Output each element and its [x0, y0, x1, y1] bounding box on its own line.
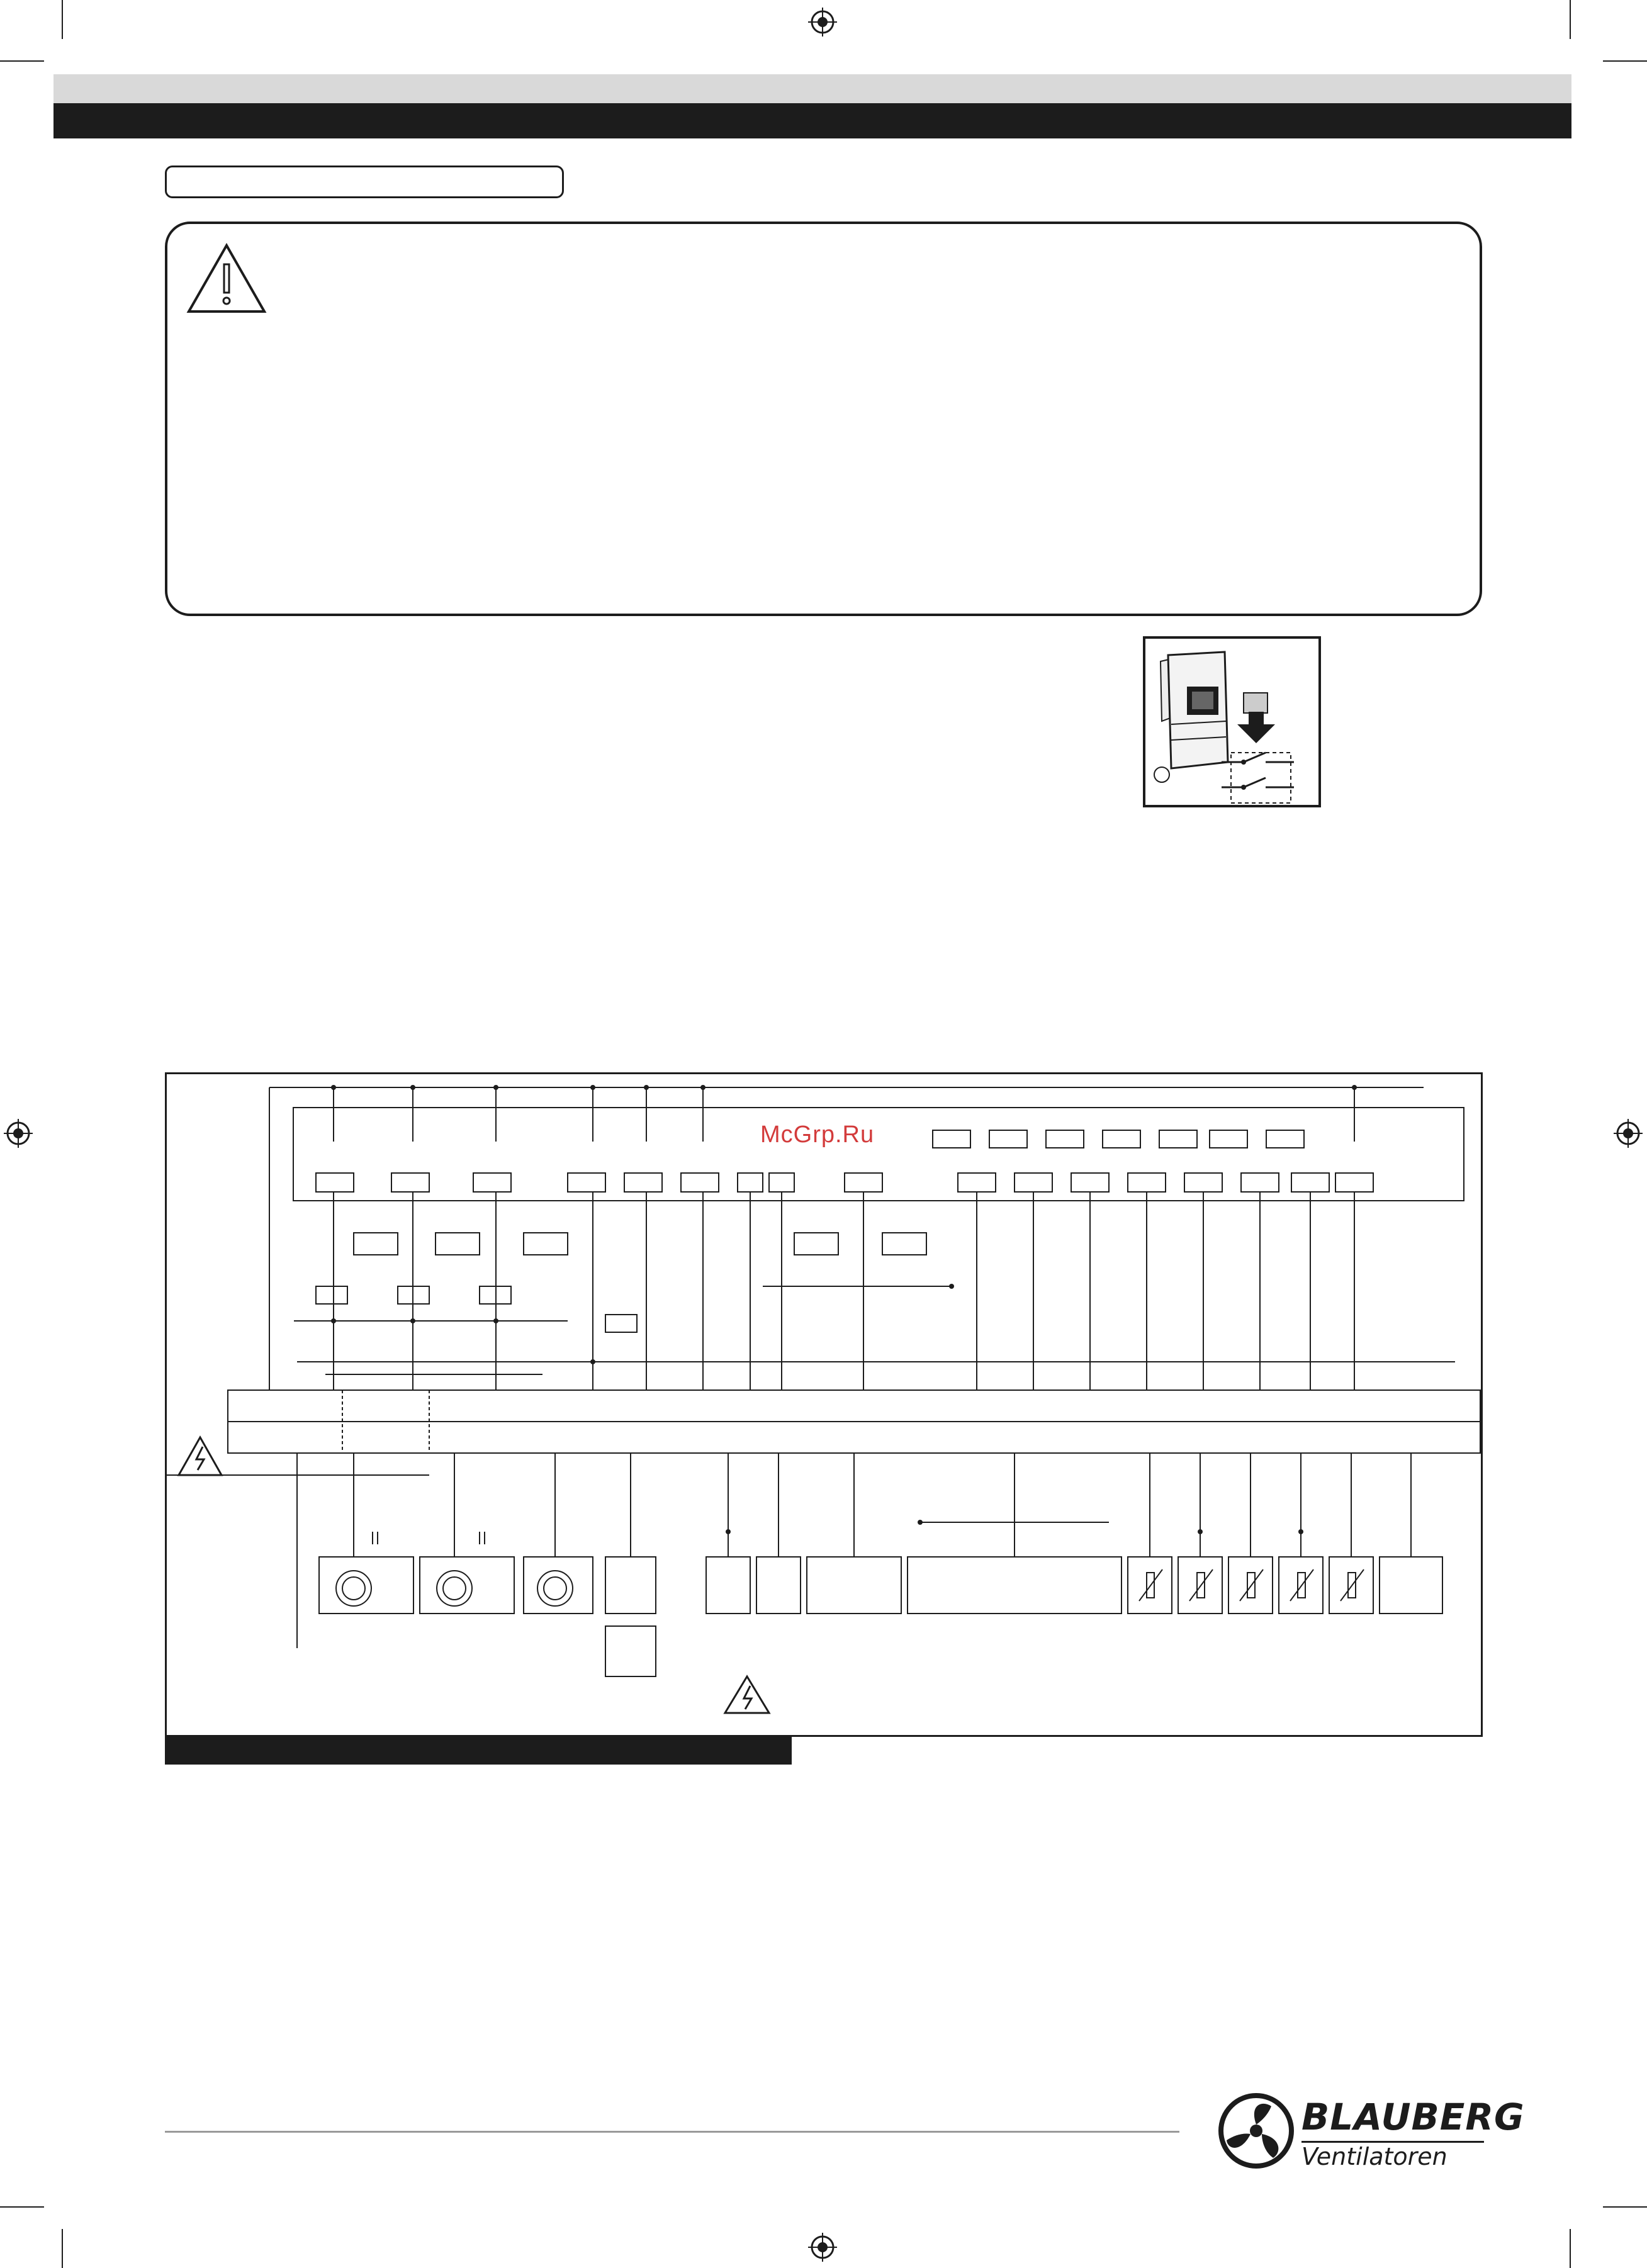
brand-name: BLAUBERG: [1301, 2096, 1525, 2138]
diagram-caption-bar: [165, 1736, 792, 1765]
header-bar: [53, 103, 1571, 138]
crop-mark: [62, 0, 63, 39]
crop-mark: [62, 2229, 63, 2268]
crop-mark: [1570, 0, 1571, 39]
warning-triangle-icon: [186, 242, 267, 315]
crop-mark: [1570, 2229, 1571, 2268]
watermark: McGrp.Ru: [760, 1121, 875, 1148]
header-band: [53, 74, 1571, 103]
registration-mark-icon: [807, 6, 838, 38]
registration-mark-icon: [3, 1118, 34, 1149]
footer-rule: [165, 2131, 1179, 2133]
electric-hazard-icon: [725, 1676, 769, 1713]
device-illustration: [1143, 636, 1321, 807]
section-label-box: [165, 166, 564, 198]
electric-hazard-icon: [179, 1437, 222, 1475]
wiring-diagram: [165, 1072, 1483, 1737]
warning-box: [165, 222, 1482, 616]
crop-mark: [0, 60, 44, 62]
brand-subtitle: Ventilatoren: [1301, 2143, 1447, 2170]
crop-mark: [0, 2206, 44, 2208]
crop-mark: [1603, 2206, 1647, 2208]
registration-mark-icon: [1612, 1118, 1644, 1149]
registration-mark-icon: [807, 2232, 838, 2263]
blauberg-fan-logo-icon: [1218, 2092, 1295, 2169]
crop-mark: [1603, 60, 1647, 62]
